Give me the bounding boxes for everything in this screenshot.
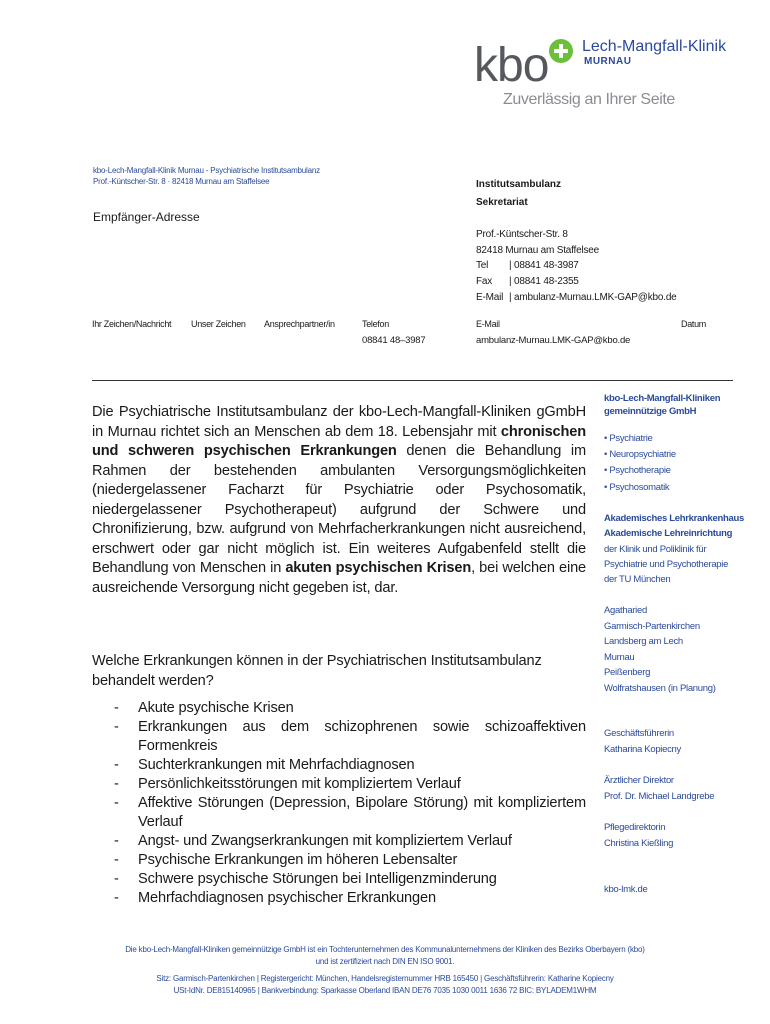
list-item: - Suchterkrankungen mit Mehrfachdiagnosen [110,756,586,775]
disease-list [110,699,586,908]
sidebar-field: • Neuropsychiatrie [604,449,676,460]
recipient-address-label: Empfänger-Adresse [93,210,200,224]
fax-value: | 08841 48-2355 [509,276,579,287]
logo-location: MURNAU [584,56,632,67]
sidebar-field: • Psychosomatik [604,482,670,493]
list-item: - Mehrfachdiagnosen psychischer Erkrankungen [110,889,586,908]
list-item: - Affektive Störungen (Depression, Bipolare Störung) mit kompliziertem Verlauf [110,794,586,832]
list-item: - Schwere psychische Störungen bei Intelligenzminderung [110,870,586,889]
intro-text-1: Die Psychiatrische Institutsambulanz der kbo-Lech-Mangfall-Kliniken gGmbH in Murnau richtet sich an Menschen ab dem 18. Lebensjahr mit [92,404,586,440]
sidebar-company-1: kbo-Lech-Mangfall-Kliniken [604,393,721,404]
sender-line-2: Prof.-Küntscher-Str. 8 · 82418 Murnau am Staffelsee [93,177,270,186]
sidebar-gf-label: Geschäftsführerin [604,728,674,739]
sidebar-company-2: gemeinnützige GmbH [604,406,697,417]
logo-tagline: Zuverlässig an Ihrer Seite [503,91,675,108]
ref-header-contact: Ansprechpartner/in [264,319,335,329]
institution-name: Institutsambulanz [476,179,562,190]
ref-header-date: Datum [681,319,707,329]
ref-email[interactable]: ambulanz-Murnau.LMK-GAP@kbo.de [476,335,631,346]
footer-line-1: Die kbo-Lech-Mangfall-Kliniken gemeinnützige GmbH ist ein Tochterunternehmen des Kommunalunternehmens der Kliniken des Bezirks Oberbayern (kbo) [125,945,645,954]
institution-department: Sekretariat [476,197,528,208]
sidebar-location: Murnau [604,652,635,663]
sidebar-teaching-2: Akademische Lehreinrichtung [604,528,733,539]
ref-header-email: E-Mail [476,319,500,329]
ref-header-ihr-zeichen: Ihr Zeichen/Nachricht [92,319,172,329]
sidebar-gf-name: Katharina Kopiecny [604,744,681,755]
sidebar-location: Peißenberg [604,667,651,678]
intro-bold-1: chronischen und schweren psychischen Erkrankungen [92,423,586,459]
sidebar-field: • Psychotherapie [604,465,671,476]
list-item: - Angst- und Zwangserkrankungen mit kompliziertem Verlauf [110,832,586,851]
fax-label: Fax [476,276,493,287]
sidebar-location: Garmisch-Partenkirchen [604,621,700,632]
sidebar-teaching-4: Psychiatrie und Psychotherapie [604,559,729,570]
sidebar-ad-name: Prof. Dr. Michael Landgrebe [604,791,715,802]
sidebar-teaching-1: Akademisches Lehrkrankenhaus [604,513,744,524]
sidebar-teaching-3: der Klinik und Poliklinik für [604,544,707,555]
sidebar-location: Landsberg am Lech [604,636,683,647]
intro-bold-2: akuten psychischen Krisen [285,560,472,576]
ref-header-phone: Telefon [362,319,389,329]
sidebar-website-link[interactable]: kbo-lmk.de [604,884,648,895]
logo-kbo-wordmark: kbo [474,39,549,92]
footer-line-3: Sitz: Garmisch-Partenkirchen | Registergericht: München, Handelsregisternummer HRB 165450 | Geschäftsführerin: Katharine Kopiecny [156,974,614,983]
footer-line-4: USt-IdNr. DE815140965 | Bankverbindung: Sparkasse Oberland IBAN DE76 7035 1030 0011 1636 72 BIC: BYLADEM1WHM [173,986,597,995]
intro-text-3: , bei welchen eine ausreichende Versorgung nicht gegeben ist, dar. [92,560,586,596]
footer-line-2: und ist zertifiziert nach DIN EN ISO 9001. [315,957,455,966]
sidebar-field: • Psychiatrie [604,433,653,444]
question-heading: Welche Erkrankungen können in der Psychiatrischen Institutsambulanz behandelt werden? [92,653,542,689]
sidebar-teaching-5: der TU München [604,574,671,585]
sidebar-location: Wolfratshausen (in Planung) [604,683,716,694]
plus-icon [548,38,574,64]
list-item: - Erkrankungen aus dem schizophrenen sowie schizoaffektiven Formenkreis [110,718,586,756]
institution-street: Prof.-Küntscher-Str. 8 [476,229,568,240]
logo-clinic-name: Lech-Mangfall-Klinik [582,38,727,55]
institution-city: 82418 Murnau am Staffelsee [476,245,600,256]
sidebar-pd-name: Christina Kießling [604,838,674,849]
list-item: - Akute psychische Krisen [110,699,586,718]
tel-label: Tel [476,260,489,271]
sidebar-ad-label: Ärztlicher Direktor [604,775,674,786]
intro-paragraph [92,403,586,598]
tel-value: | 08841 48-3987 [509,260,579,271]
list-item: - Persönlichkeitsstörungen mit kompliziertem Verlauf [110,775,586,794]
intro-text-2: denen die Behandlung im Rahmen der bestehenden ambulanten Versorgungsmöglichkeiten (niedergelassener Facharzt für Psychiatrie oder Psychosomatik, niedergelassener Psychotherapeut) aufgrund der Schwere und Chronifizierung, bzw. aufgrund von Mehrfacherkrankungen nicht ausreichend, erschwert oder gar nicht möglich ist. Ein weiteres Aufgabenfeld stellt die Behandlung von Menschen in [92,443,586,576]
email-value[interactable]: | ambulanz-Murnau.LMK-GAP@kbo.de [509,292,677,303]
sidebar-pd-label: Pflegedirektorin [604,822,666,833]
divider [92,380,733,381]
sidebar-location: Agatharied [604,605,647,616]
ref-phone: 08841 48–3987 [362,335,426,346]
ref-header-unser-zeichen: Unser Zeichen [191,319,246,329]
email-label: E-Mail [476,292,504,303]
sender-line-1: kbo-Lech-Mangfall-Klinik Murnau - Psychiatrische Institutsambulanz [93,166,320,175]
list-item: - Psychische Erkrankungen im höheren Lebensalter [110,851,586,870]
